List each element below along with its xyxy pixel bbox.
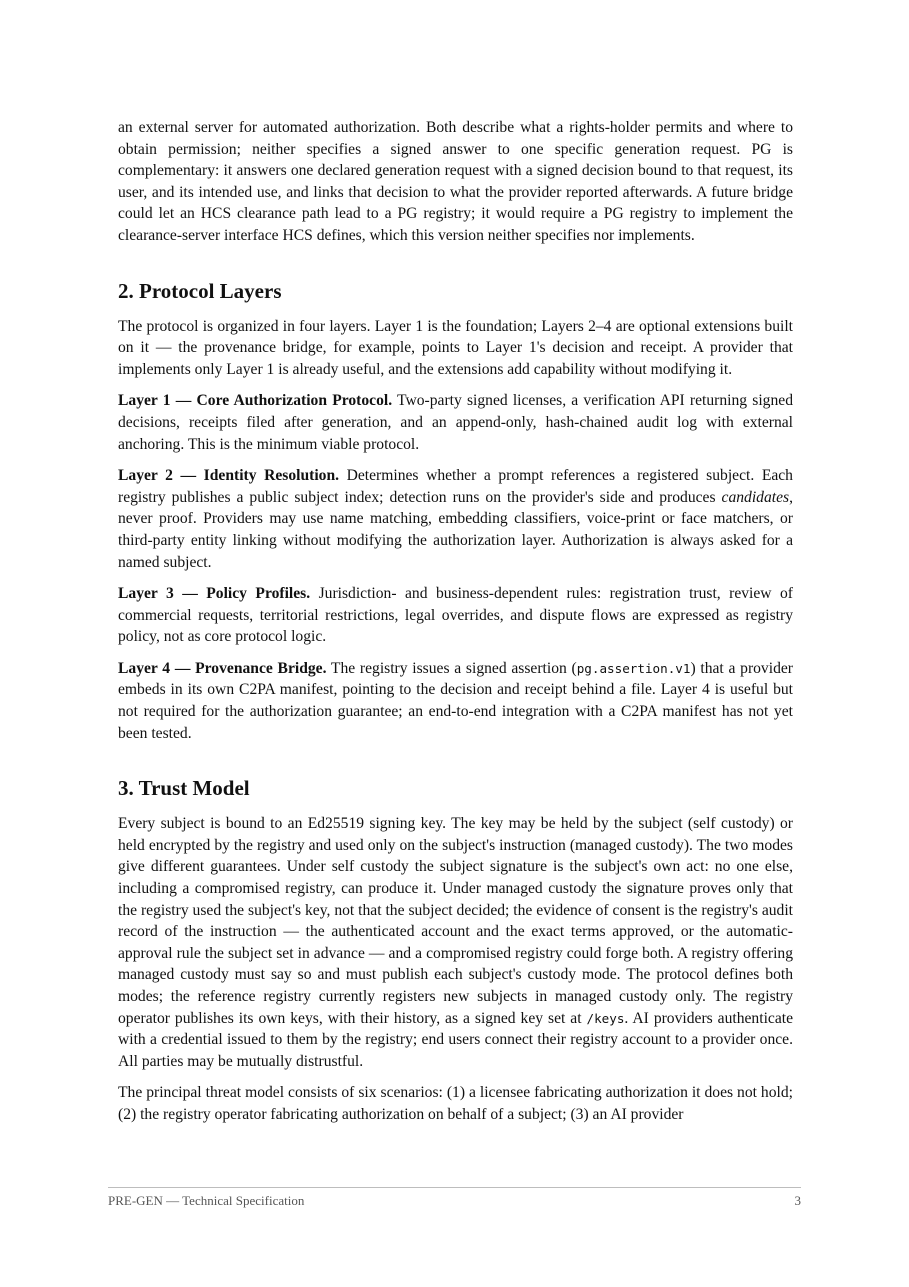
trust-model-text-a: Every subject is bound to an Ed25519 signing key. The key may be held by the subject (self custody) or held encrypted by the registry and used only on the subject's instruction (managed custody). The two modes give different guarantees. Under self custody the subject signature is the subject's own act: no one else, including a compromised registry, can produce it. Under managed custody the signature proves only that the registry used the subject's key, not that the subject decided; the evidence of consent is the registry's audit record of the instruction — the authenticated account and the exact terms approved, or the automatic-approval rule the subject set in advance — and a compromised registry could forge both. A registry offering managed custody must say so and must publish each subject's custody mode. The protocol defines both modes; the reference registry currently registers new subjects in managed custody only. The registry operator publishes its own keys, with their history, as a signed key set at [118, 815, 793, 1027]
layer-2-text-b: , never proof. Providers may use name matching, embedding classifiers, voice-print or face matchers, or third-party entity linking without modifying the authorization layer. Authorization is always asked for a named subject. [118, 488, 793, 571]
layer-1-text: Two-party signed licenses, a verification API returning signed decisions, receipts filed after generation, and an append-only, hash-chained audit log with external anchoring. This is the minimum viable protocol. [118, 392, 793, 453]
layer-4-text-b: ) that a provider embeds in its own C2PA manifest, pointing to the decision and receipt behind a file. Layer 4 is useful but not required for the authorization guarantee; an end-to-end integration with a C2PA manifest has not yet been tested. [118, 659, 793, 742]
page-content [118, 117, 793, 1136]
layer-4-paragraph [118, 658, 793, 744]
layer-3-paragraph [118, 583, 793, 648]
threat-model-paragraph: The principal threat model consists of six scenarios: (1) a licensee fabricating authorization it does not hold; (2) the registry operator fabricating authorization on behalf of a subject; (3) an AI provider [118, 1084, 793, 1123]
page-footer [108, 1187, 801, 1209]
intro-paragraph: an external server for automated authorization. Both describe what a rights-holder permits and where to obtain permission; neither specifies a signed answer to one specific generation request. PG is complementary: it answers one declared generation request with a signed decision bound to that request, its user, and its intended use, and links that decision to what the provider reported afterwards. A future bridge could let an HCS clearance path lead to a PG registry; it would require a PG registry to implement the clearance-server interface HCS defines, which this version neither specifies nor implements. [118, 119, 793, 244]
layer-2-text-a: Determines whether a prompt references a registered subject. Each registry publishes a public subject index; detection runs on the provider's side and produces [118, 467, 793, 506]
layer-4-lead: Layer 4 — Provenance Bridge. [118, 659, 327, 677]
layer-4-text-a: The registry issues a signed assertion ( [326, 659, 577, 677]
layer-2-paragraph [118, 465, 793, 573]
trust-model-paragraph [118, 813, 793, 1072]
layer-3-lead: Layer 3 — Policy Profiles. [118, 585, 311, 603]
footer-title: PRE-GEN — Technical Specification [108, 1193, 305, 1208]
layer-1-lead: Layer 1 — Core Authorization Protocol. [118, 392, 393, 410]
trust-model-text-b: . AI providers authenticate with a credential issued to them by the registry; end users connect their registry account to a provider once. All parties may be mutually distrustful. [118, 1009, 793, 1070]
assertion-code: pg.assertion.v1 [576, 660, 691, 676]
keys-code: /keys [586, 1010, 625, 1026]
section-heading-protocol-layers: 2. Protocol Layers [118, 278, 282, 303]
layer-2-lead: Layer 2 — Identity Resolution. [118, 467, 340, 485]
layer-3-text: Jurisdiction- and business-dependent rules: registration trust, review of commercial requests, territorial restrictions, legal overrides, and dispute flows are expressed as registry policy, not as core protocol logic. [118, 585, 793, 646]
section-heading-trust-model: 3. Trust Model [118, 776, 250, 801]
layer-1-paragraph [118, 390, 793, 455]
page-number: 3 [794, 1193, 801, 1208]
protocol-layers-intro: The protocol is organized in four layers. Layer 1 is the foundation; Layers 2–4 are optional extensions built on it — the provenance bridge, for example, points to Layer 1's decision and receipt. A provider that implements only Layer 1 is already useful, and the extensions add capability without modifying it. [118, 317, 793, 378]
layer-2-emphasis: candidates [721, 488, 790, 506]
